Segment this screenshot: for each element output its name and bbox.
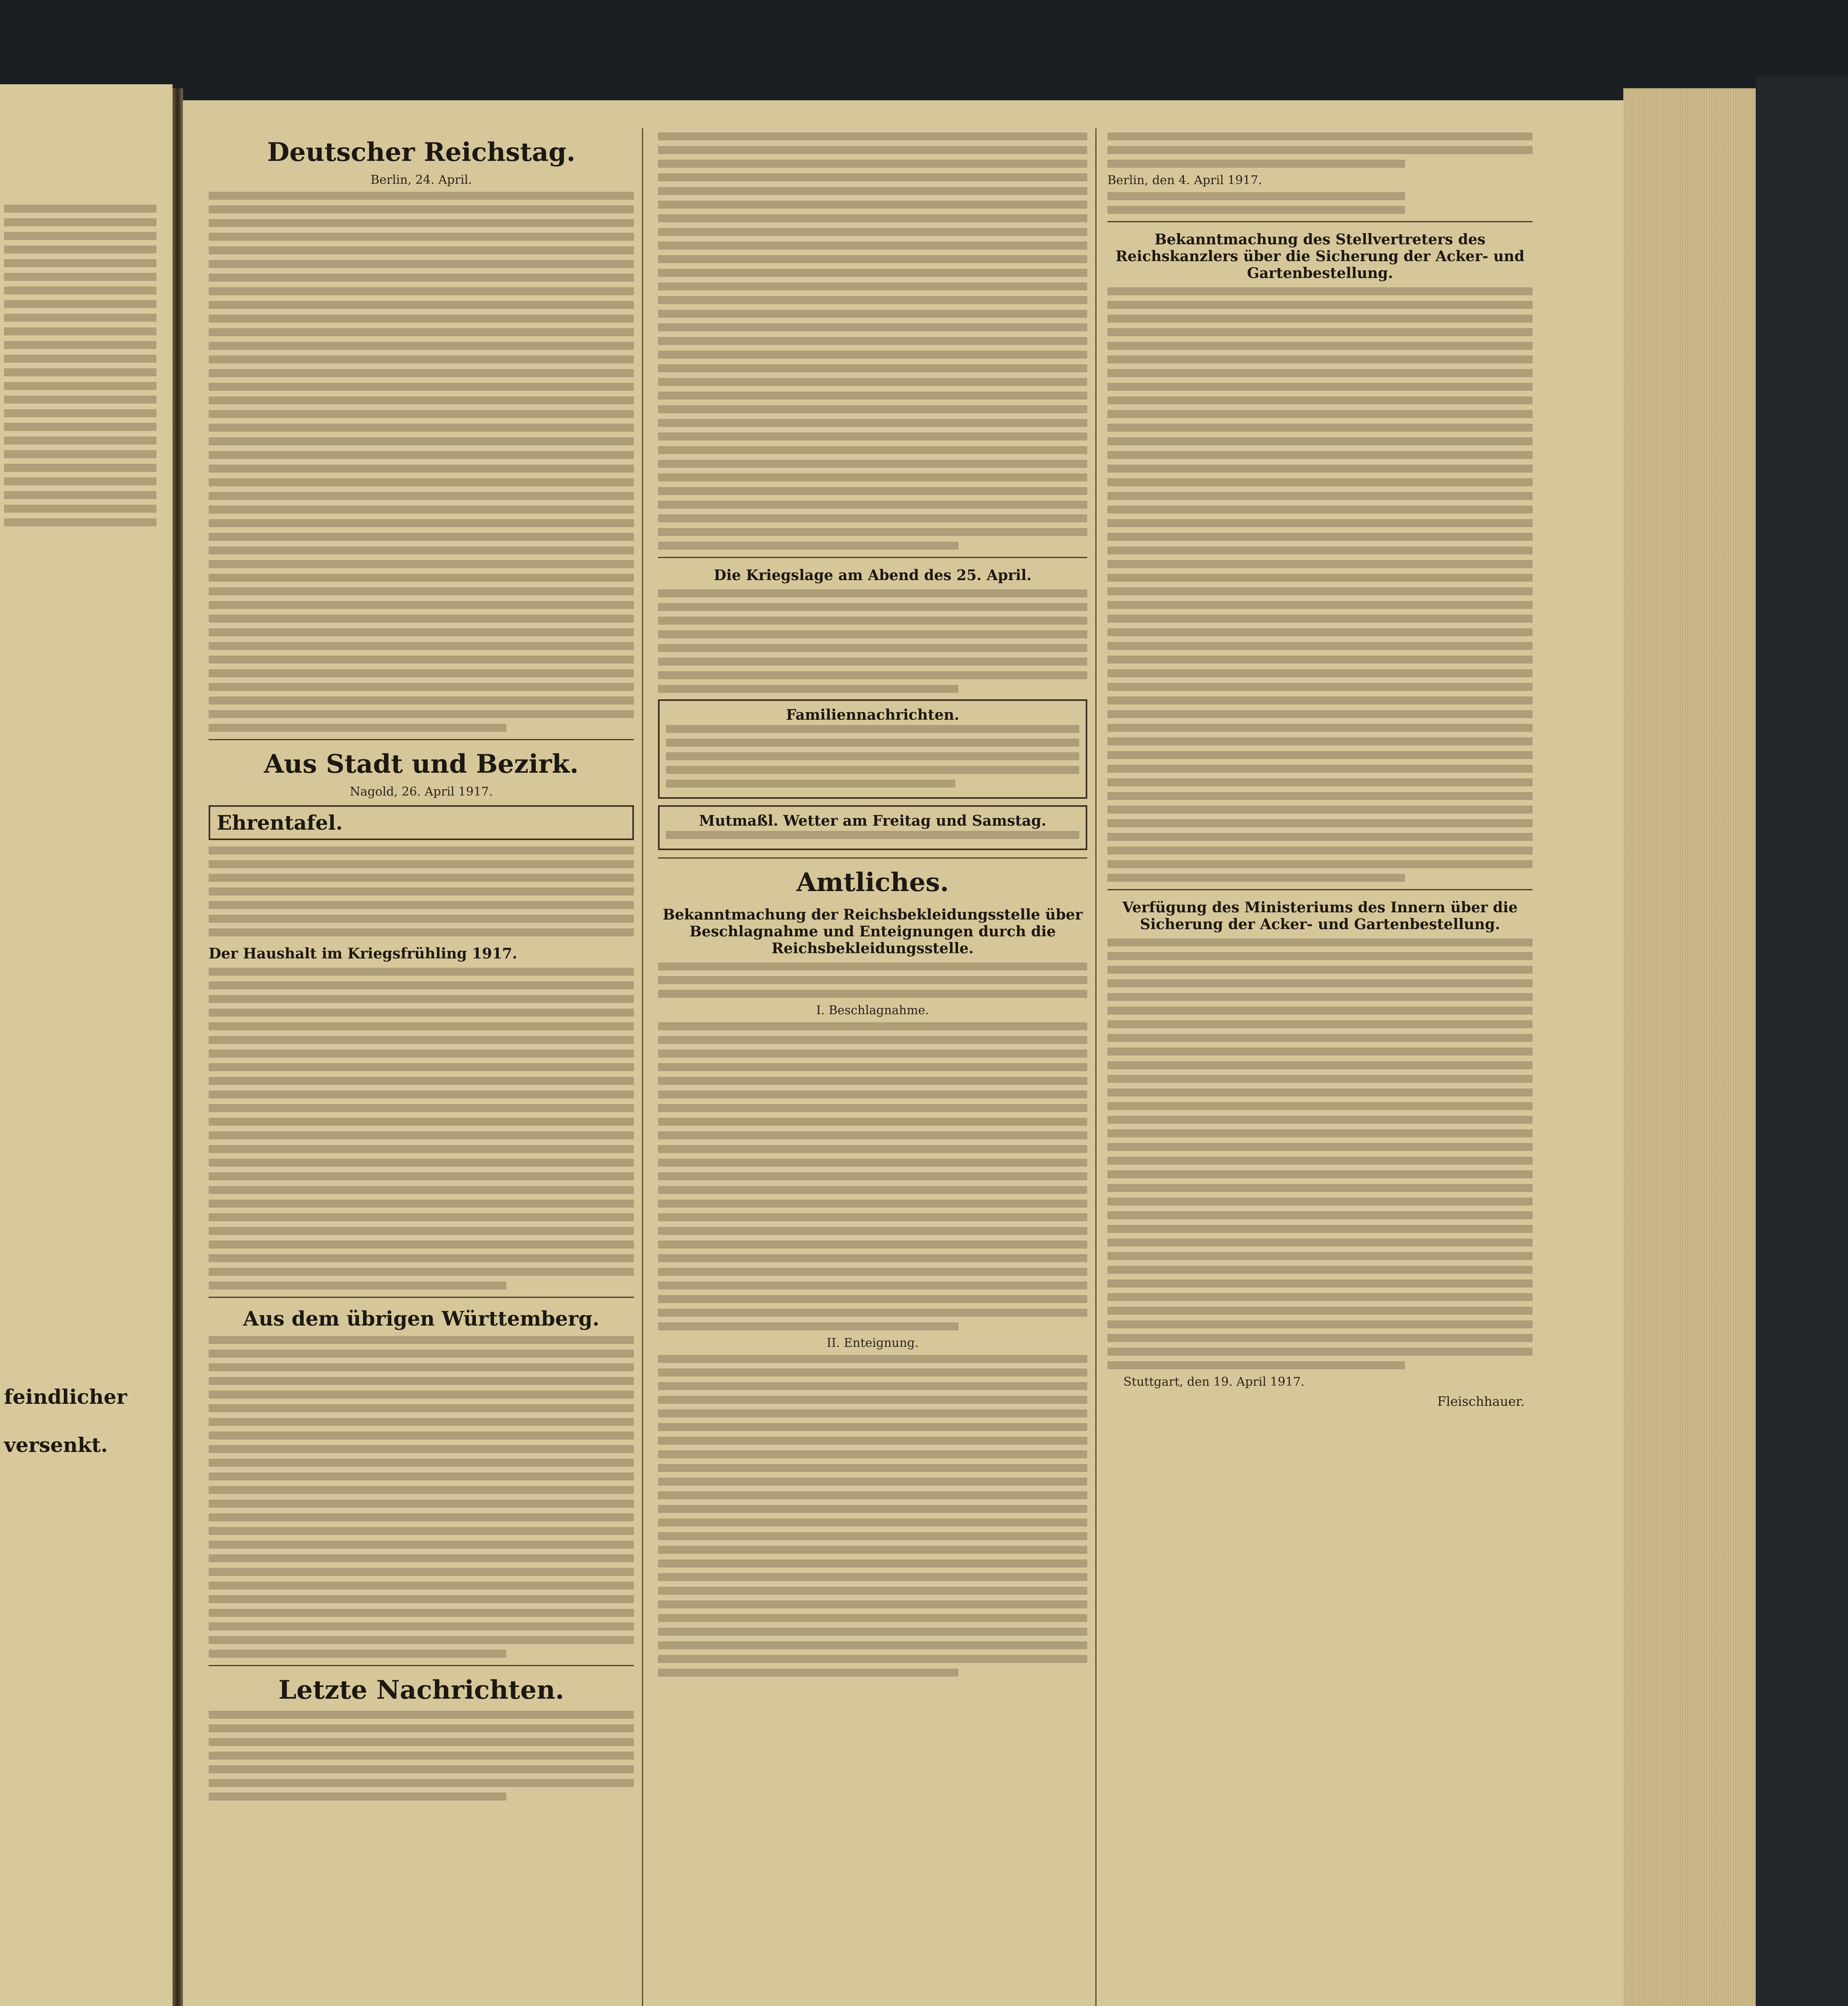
subheading: II. Enteignung.	[827, 1336, 919, 1350]
column-1	[209, 128, 634, 1806]
column-rule	[1095, 128, 1097, 2006]
text-block	[1107, 287, 1533, 882]
article-heading: Letzte Nachrichten.	[278, 1675, 565, 1705]
article-heading: Aus dem übrigen Württemberg.	[243, 1307, 600, 1330]
text-block	[209, 1336, 634, 1658]
article-heading: Verfügung des Ministeriums des Innern über die Sicherung der Acker- und Gartenbestellung.	[1122, 899, 1518, 933]
left-heading: feindlicher	[4, 1385, 127, 1409]
page-edges	[1623, 88, 1756, 2006]
text-block	[658, 1022, 1087, 1330]
text-block	[209, 192, 634, 732]
article-heading: Deutscher Reichstag.	[267, 137, 576, 167]
left-text-block	[4, 205, 156, 532]
section-heading: Familiennachrichten.	[786, 707, 959, 723]
text-block	[209, 1711, 634, 1801]
book-spine	[173, 88, 183, 2006]
text-block	[658, 132, 1087, 550]
section-heading: Amtliches.	[796, 867, 949, 897]
left-page-text-edge	[0, 189, 160, 2006]
left-page	[0, 84, 173, 2006]
weather-box	[658, 805, 1087, 850]
dateline: Nagold, 26. April 1917.	[349, 785, 493, 799]
text-block	[658, 962, 1087, 998]
text-block	[209, 847, 634, 936]
text-block	[209, 968, 634, 1289]
book-cover	[1756, 76, 1848, 2006]
text-block	[658, 589, 1087, 693]
column-rule	[642, 128, 643, 2006]
signature: Fleischhauer.	[1437, 1394, 1525, 1409]
left-heading: versenkt.	[4, 1433, 108, 1457]
family-notices-box	[658, 699, 1087, 799]
section-heading: Der Haushalt im Kriegsfrühling 1917.	[209, 945, 518, 962]
column-2	[658, 128, 1087, 1682]
text-block	[1107, 192, 1533, 214]
text-block	[1107, 132, 1533, 168]
article-heading: Bekanntmachung der Reichsbekleidungsstelle über Beschlagnahme und Enteignungen durch die Reichsbekleidungsstelle.	[662, 906, 1083, 957]
weather-heading: Mutmaßl. Wetter am Freitag und Samstag.	[699, 812, 1046, 829]
subheading: I. Beschlagnahme.	[816, 1003, 929, 1017]
text-block	[1107, 938, 1533, 1369]
article-heading: Aus Stadt und Bezirk.	[264, 749, 579, 779]
section-heading: Die Kriegslage am Abend des 25. April.	[713, 567, 1032, 584]
column-3	[1107, 128, 1533, 1414]
section-heading: Ehrentafel.	[217, 811, 343, 834]
article-heading: Bekanntmachung des Stellvertreters des Reichskanzlers über die Sicherung der Acker- und Gartenbestellung.	[1115, 231, 1525, 282]
dateline: Berlin, 24. April.	[370, 173, 472, 187]
closing-dateline: Stuttgart, den 19. April 1917.	[1123, 1375, 1305, 1389]
dateline: Berlin, den 4. April 1917.	[1107, 173, 1262, 187]
ehrentafel-box	[209, 805, 634, 840]
text-block	[658, 1355, 1087, 1677]
